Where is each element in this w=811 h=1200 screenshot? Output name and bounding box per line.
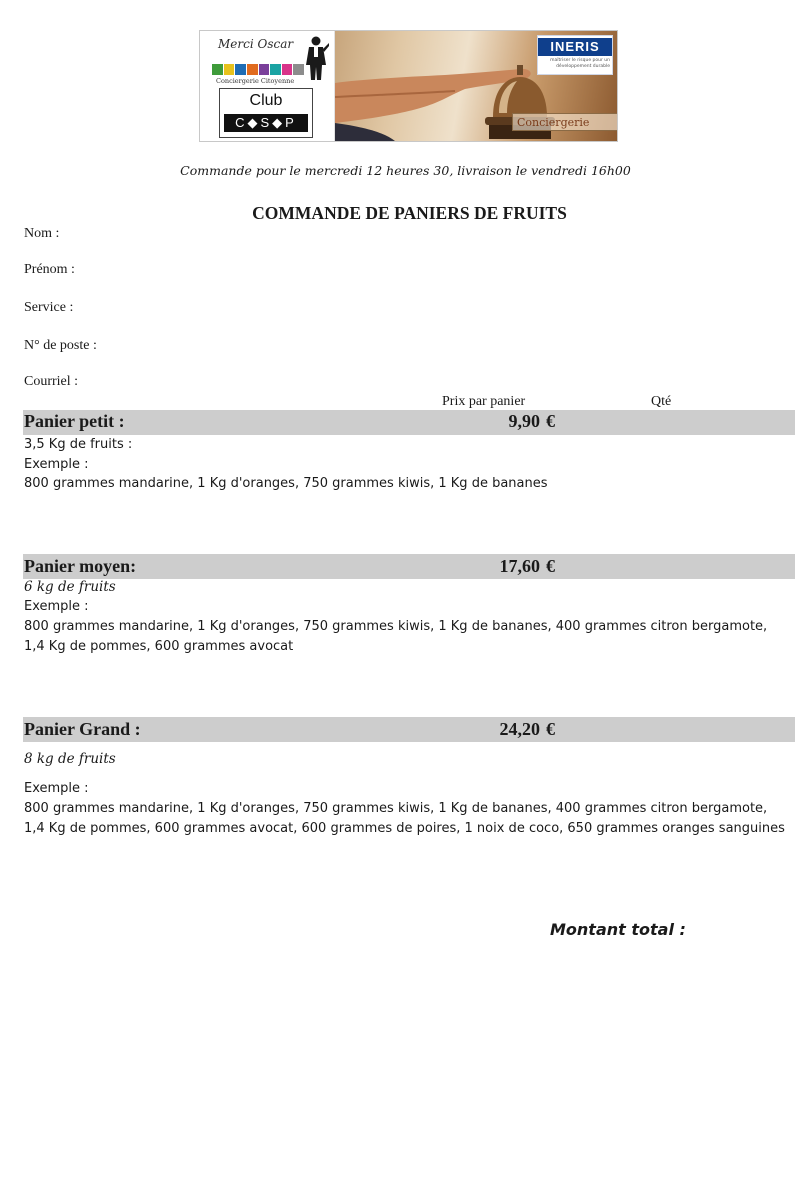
service-icon — [235, 64, 246, 75]
prenom-field[interactable]: Prénom : — [24, 262, 75, 277]
basket-name: Panier Grand : — [24, 719, 141, 739]
basket-weight: 3,5 Kg de fruits : — [24, 437, 133, 452]
page-title: COMMANDE DE PANIERS DE FRUITS — [252, 203, 567, 223]
courriel-field[interactable]: Courriel : — [24, 374, 79, 389]
example-label: Exemple : — [24, 781, 89, 796]
currency-symbol: € — [546, 556, 555, 576]
delivery-note: Commande pour le mercredi 12 heures 30, livraison le vendredi 16h00 — [180, 163, 631, 178]
currency-symbol: € — [546, 411, 555, 431]
currency-symbol: € — [546, 719, 555, 739]
ineris-tagline: maîtriser le risque pour un développement durable — [550, 58, 610, 69]
price-column-header: Prix par panier — [442, 394, 526, 409]
ineris-wordmark: INERIS — [538, 38, 612, 56]
basket-weight: 8 kg de fruits — [24, 751, 116, 767]
brand-name: Merci Oscar — [218, 37, 294, 51]
example-line: 800 grammes mandarine, 1 Kg d'oranges, 750 grammes kiwis, 1 Kg de bananes — [24, 476, 548, 491]
conciergerie-tag: Conciergerie — [512, 113, 618, 131]
example-line: 800 grammes mandarine, 1 Kg d'oranges, 750 grammes kiwis, 1 Kg de bananes, 400 grammes citron bergamote, — [24, 619, 768, 634]
ineris-logo — [537, 35, 613, 75]
example-line: 1,4 Kg de pommes, 600 grammes avocat, 600 grammes de poires, 1 noix de coco, 650 grammes oranges sanguines — [24, 821, 785, 836]
example-line: 1,4 Kg de pommes, 600 grammes avocat — [24, 639, 294, 654]
quantity-column-header: Qté — [651, 394, 672, 409]
concierge-bell-photo — [335, 31, 617, 141]
example-line: 800 grammes mandarine, 1 Kg d'oranges, 750 grammes kiwis, 1 Kg de bananes, 400 grammes citron bergamote, — [24, 801, 768, 816]
service-icon — [259, 64, 270, 75]
service-icon — [282, 64, 293, 75]
club-word: Club — [249, 92, 283, 109]
service-icons-strip — [212, 64, 304, 75]
basket-price: 17,60 — [499, 556, 540, 576]
service-icon — [212, 64, 223, 75]
service-icon — [224, 64, 235, 75]
example-label: Exemple : — [24, 599, 89, 614]
total-amount-label: Montant total : — [550, 920, 686, 939]
example-label: Exemple : — [24, 457, 89, 472]
basket-weight: 6 kg de fruits — [24, 579, 116, 595]
club-csp-logo — [219, 88, 313, 138]
header-banner — [199, 30, 618, 142]
poste-field[interactable]: N° de poste : — [24, 338, 97, 353]
basket-name: Panier petit : — [24, 411, 125, 431]
basket-name: Panier moyen: — [24, 556, 137, 576]
basket-header-band — [23, 410, 795, 435]
merci-oscar-logo — [200, 31, 335, 141]
service-field[interactable]: Service : — [24, 300, 74, 315]
service-icon — [293, 64, 304, 75]
service-icon — [247, 64, 258, 75]
basket-header-band — [23, 554, 795, 579]
service-icon — [270, 64, 281, 75]
nom-field[interactable]: Nom : — [24, 226, 60, 241]
basket-price: 24,20 — [499, 719, 540, 739]
butler-icon — [302, 35, 330, 81]
brand-subtitle: Conciergerie Citoyenne — [216, 77, 295, 85]
csp-wordmark: C◆S◆P — [224, 114, 308, 132]
basket-price: 9,90 — [508, 411, 540, 431]
